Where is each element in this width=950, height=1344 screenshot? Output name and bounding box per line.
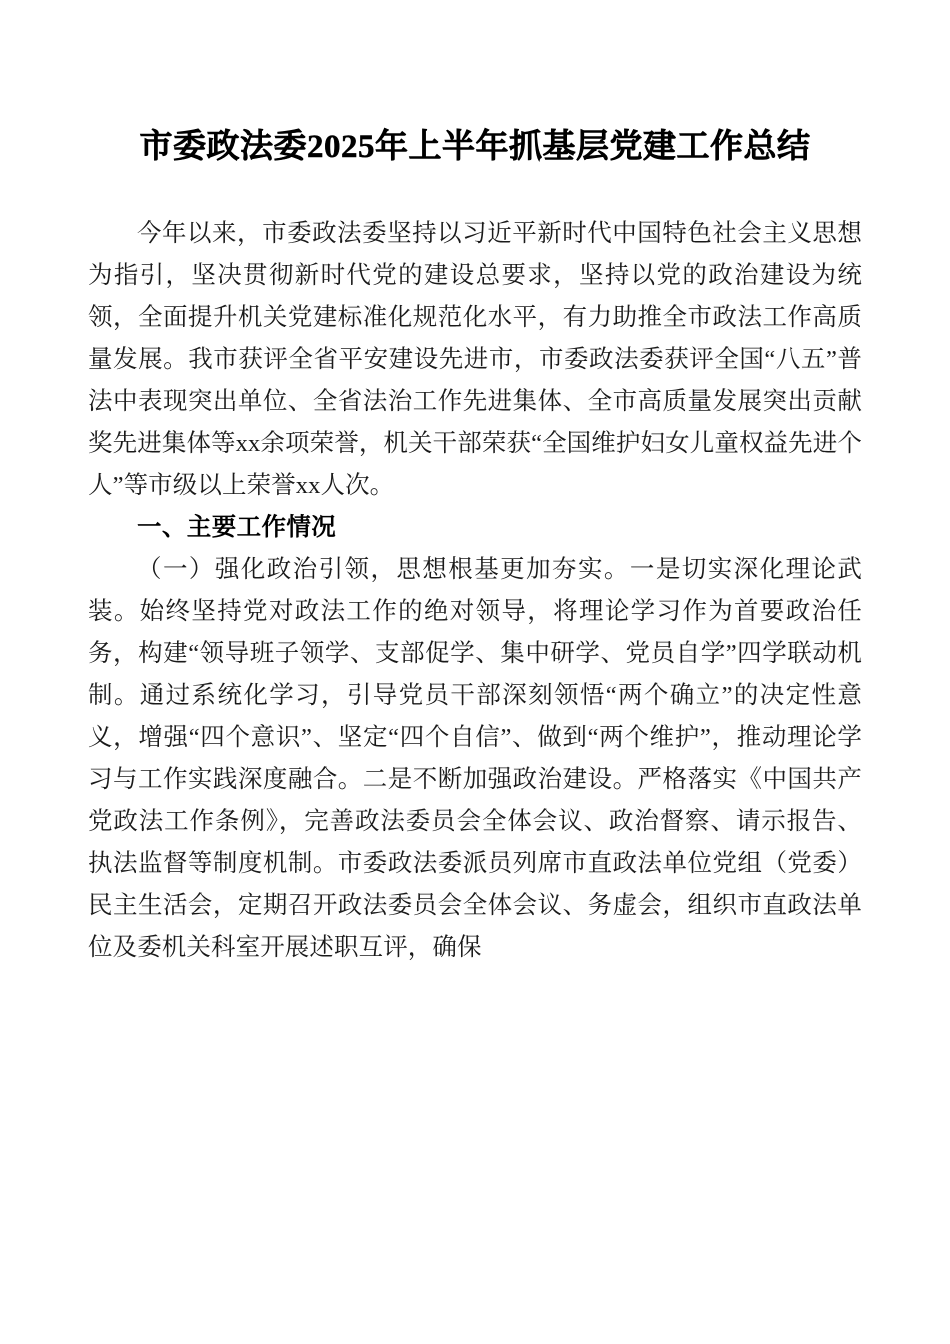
subsection-political-leadership-paragraph: （一）强化政治引领，思想根基更加夯实。一是切实深化理论武装。始终坚持党对政法工作的绝对领导，将理论学习作为首要政治任务，构建“领导班子领学、支部促学、集中研学、党员自学”四学联动机制。通过系统化学习，引导党员干部深刻领悟“两个确立”的决定性意义，增强“四个意识”、坚定“四个自信”、做到“两个维护”，推动理论学习与工作实践深度融合。二是不断加强政治建设。严格落实《中国共产党政法工作条例》，完善政法委员会全体会议、政治督察、请示报告、执法监督等制度机制。市委政法委派员列席市直政法单位党组（党委）民主生活会，定期召开政法委员会全体会议、务虚会，组织市直政法单位及委机关科室开展述职互评，确保	[88, 556, 862, 961]
page-title: 市委政法委2025年上半年抓基层党建工作总结	[139, 129, 811, 165]
section-heading-main-work: 一、主要工作情况	[137, 514, 337, 541]
title-spacer	[88, 171, 862, 213]
document-content	[88, 0, 862, 969]
opening-paragraph: 今年以来，市委政法委坚持以习近平新时代中国特色社会主义思想为指引，坚决贯彻新时代党的建设总要求，坚持以党的政治建设为统领，全面提升机关党建标准化规范化水平，有力助推全市政法工作高质量发展。我市获评全省平安建设先进市，市委政法委获评全国“八五”普法中表现突出单位、全省法治工作先进集体、全市高质量发展突出贡献奖先进集体等xx余项荣誉，机关干部荣获“全国维护妇女儿童权益先进个人”等市级以上荣誉xx人次。	[88, 220, 862, 499]
